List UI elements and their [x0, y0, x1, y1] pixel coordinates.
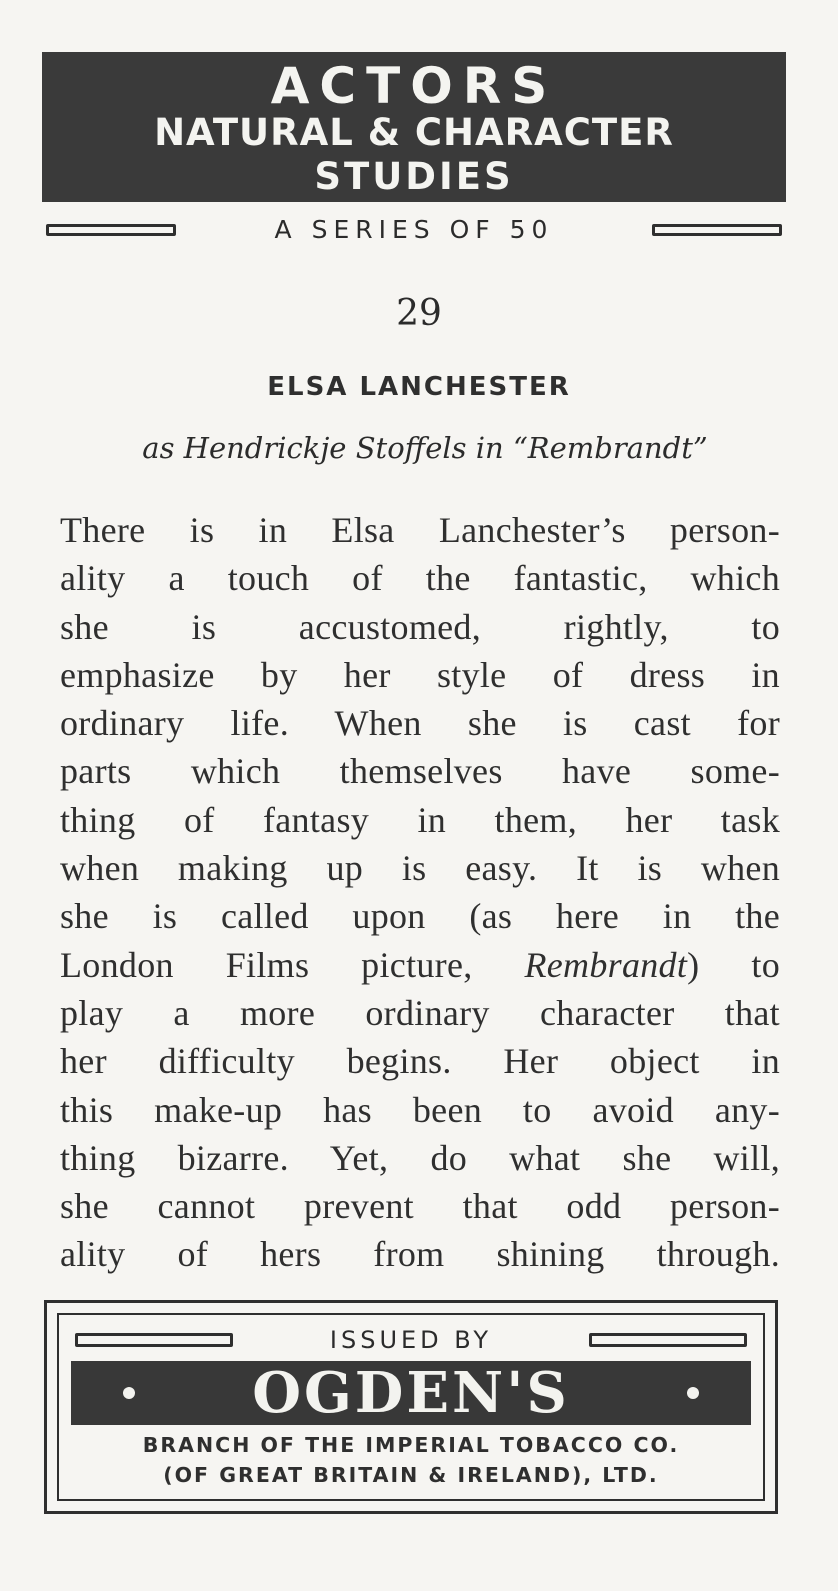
bio-line: ality a touch of the fantastic, which [60, 558, 780, 599]
issued-by-label: ISSUED BY [329, 1326, 493, 1354]
bio-line: thing of fantasy in them, her task [60, 799, 780, 840]
bio-line: her difficulty begins. Her object in [60, 1041, 780, 1082]
brand-banner [71, 1361, 751, 1425]
bio-line: she is called upon (as here in the [60, 896, 780, 937]
actor-name: ELSA LANCHESTER [267, 372, 571, 402]
series-title: ACTORS [270, 57, 558, 115]
series-subtitle-line1: NATURAL & CHARACTER [154, 111, 674, 154]
company-line-1: BRANCH OF THE IMPERIAL TOBACCO CO. [142, 1433, 680, 1457]
bio-line: she cannot prevent that odd person- [60, 1186, 780, 1227]
bio-line: she is accustomed, rightly, to [60, 606, 780, 647]
decorative-rail-right [652, 224, 782, 236]
brand-name: OGDEN'S [252, 1360, 570, 1426]
bio-line: thing bizarre. Yet, do what she will, [60, 1137, 780, 1178]
company-line-2: (OF GREAT BRITAIN & IRELAND), LTD. [163, 1463, 659, 1487]
role-prefix: as Hendrickje Stoffels in [142, 431, 513, 465]
role-caption [60, 428, 790, 468]
dot-ornament [687, 1387, 699, 1399]
biography-text [60, 506, 780, 1279]
title-banner [42, 52, 786, 202]
issued-by-row [59, 1325, 763, 1355]
bio-line: ality of hers from shining through. [60, 1234, 780, 1275]
bio-line: parts which themselves have some- [60, 751, 780, 792]
bio-line: emphasize by her style of dress in [60, 654, 780, 695]
issuer-inner-frame [57, 1313, 765, 1501]
bio-line: this make-up has been to avoid any- [60, 1089, 780, 1130]
decorative-rail-left [46, 224, 176, 236]
dot-ornament [123, 1387, 135, 1399]
decorative-rail-left [75, 1333, 233, 1347]
issuer-box [44, 1300, 778, 1514]
bio-line-with-film [60, 941, 780, 989]
decorative-rail-right [589, 1333, 747, 1347]
bio-line-end: ) to [687, 944, 780, 985]
bio-line-start: London Films picture, [60, 944, 473, 985]
series-subtitle-line2: STUDIES [314, 155, 514, 198]
bio-line: play a more ordinary character that [60, 992, 780, 1033]
film-title-italic: Rembrandt [524, 944, 688, 985]
bio-line: when making up is easy. It is when [60, 848, 780, 889]
role-film-title: “Rembrandt” [512, 431, 708, 465]
series-count-row [42, 214, 786, 248]
series-count: A SERIES OF 50 [274, 215, 554, 244]
bio-line: There is in Elsa Lanchester’s person- [60, 510, 780, 550]
bio-line: ordinary life. When she is cast for [60, 703, 780, 744]
card-number: 29 [396, 293, 442, 334]
